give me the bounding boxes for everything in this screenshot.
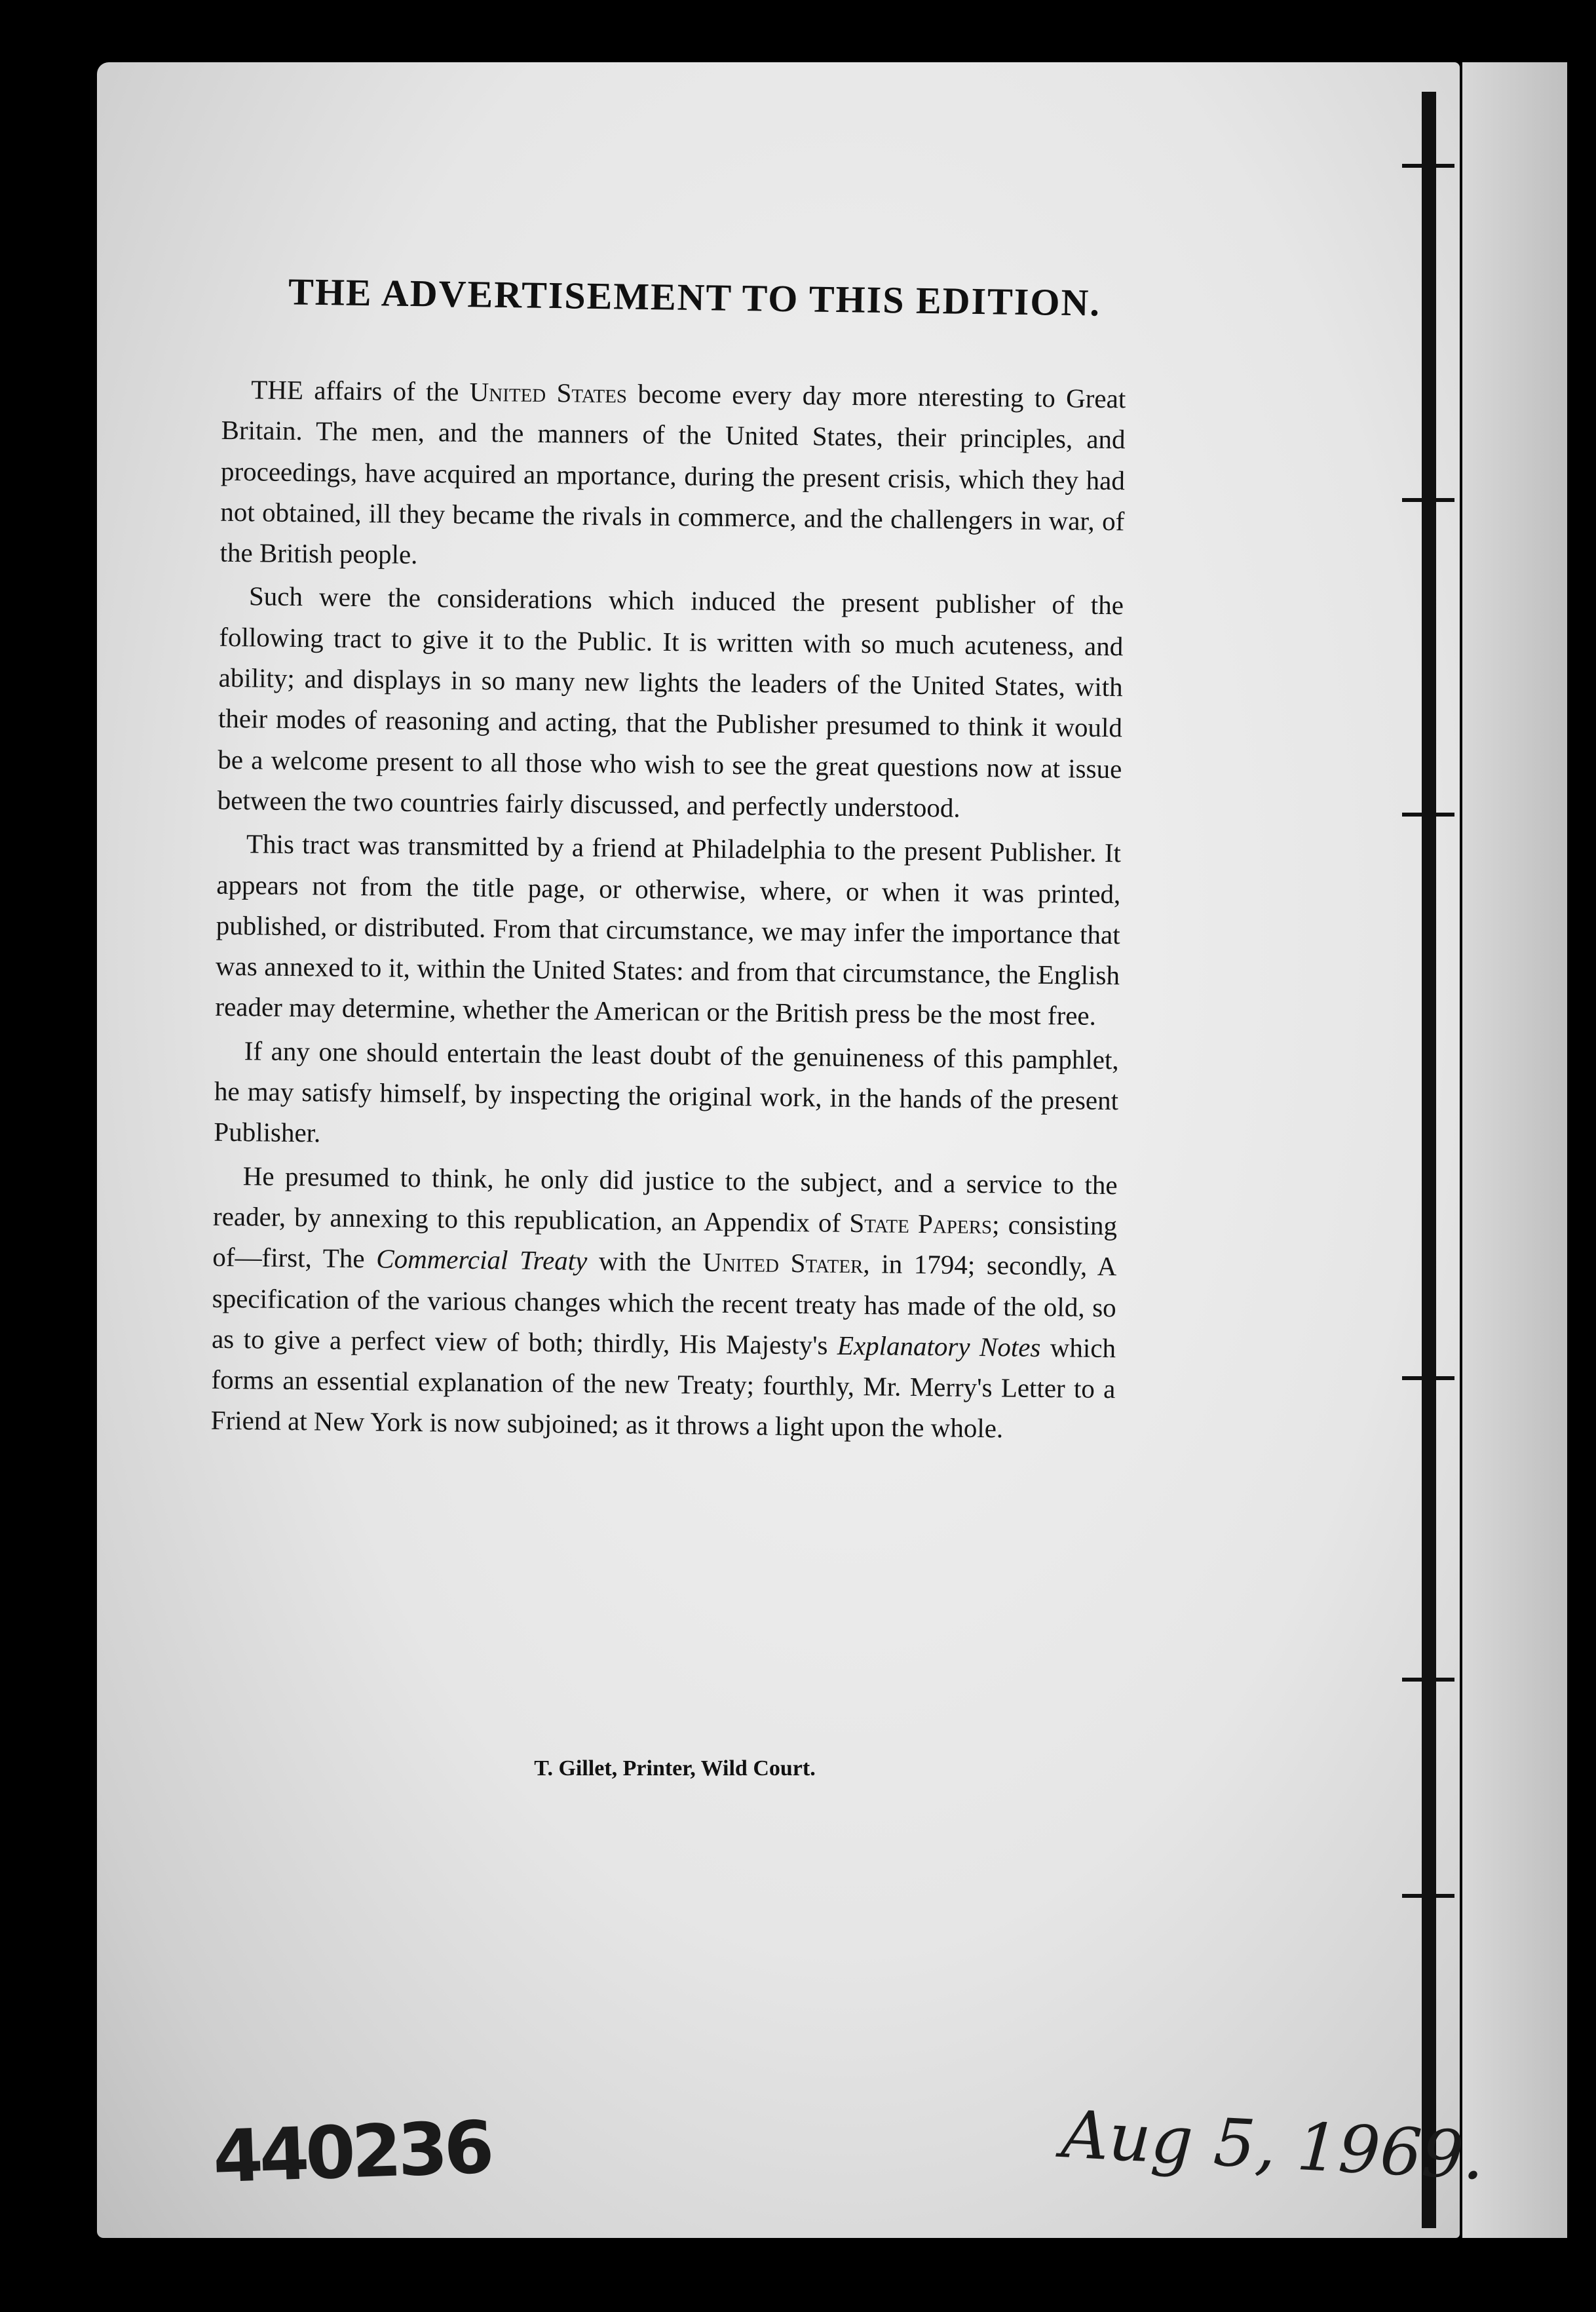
paragraph: If any one should entertain the least doubt of the genuineness of this pamphlet, he may satisfy himself, by inspecting the original work, in the hands of the present Publisher. bbox=[214, 1035, 1119, 1148]
paragraph: This tract was transmitted by a friend at Philadelphia to the present Publisher. It appears not from the title page, or otherwise, where, or when it was printed, published, or distributed. From that circumstance, we may infer the importance that was annexed to it, within the United States: and from that circumstance, the English reader may determine, whether the American or the British press be the most free. bbox=[215, 828, 1122, 1031]
paragraph: He presumed to think, he only did justice to the subject, and a service to the reader, by annexing to this republication, an Appendix of State Papers; consisting of—first, The Commercial Treaty with the United Stater, in 1794; secondly, A specification of the various changes which the recent treaty has made of the old, so as to give a perfect view of both; thirdly, His Majesty's Explanatory Notes which forms an essential explanation of the new Treaty; fourthly, Mr. Merry's Letter to a Friend at New York is now subjoined; as it throws a light upon the whole. bbox=[210, 1160, 1118, 1444]
binding-stitch bbox=[1402, 164, 1454, 168]
paragraph: Such were the considerations which induced the present publisher of the following tract to give it to the Public. It is written with so much acuteness, and ability; and displays in so many new lights the leaders of the United States, with their modes of reasoning and acting, that the Publisher presumed to think it would be a welcome present to all those who wish to see the great questions now at issue between the two countries fairly discussed, and perfectly understood. bbox=[217, 581, 1124, 823]
facing-page-edge bbox=[1462, 62, 1567, 2238]
advertisement-body bbox=[210, 369, 1126, 1453]
binding-stitch bbox=[1402, 813, 1454, 817]
paragraph: THE affairs of the United States become every day more nteresting to Great Britain. The men, and the manners of the United States, their principles, and proceedings, have acquired an mportance, during the present crisis, which they had not obtained, ill they became the rivals in commerce, and the challengers in war, of the British people. bbox=[219, 374, 1126, 570]
binding-stitch bbox=[1402, 1376, 1454, 1380]
catalog-number-handwritten: 440236 bbox=[211, 2105, 492, 2199]
printer-imprint: T. Gillet, Printer, Wild Court. bbox=[534, 1756, 816, 1781]
page-heading: THE ADVERTISEMENT TO THIS EDITION. bbox=[288, 270, 1101, 324]
binding-stitch bbox=[1402, 498, 1454, 502]
binding-stitch bbox=[1402, 1894, 1454, 1898]
binding-gutter bbox=[1422, 92, 1436, 2228]
binding-stitch bbox=[1402, 1678, 1454, 1682]
date-handwritten: Aug 5, 1969. bbox=[1059, 2096, 1487, 2195]
